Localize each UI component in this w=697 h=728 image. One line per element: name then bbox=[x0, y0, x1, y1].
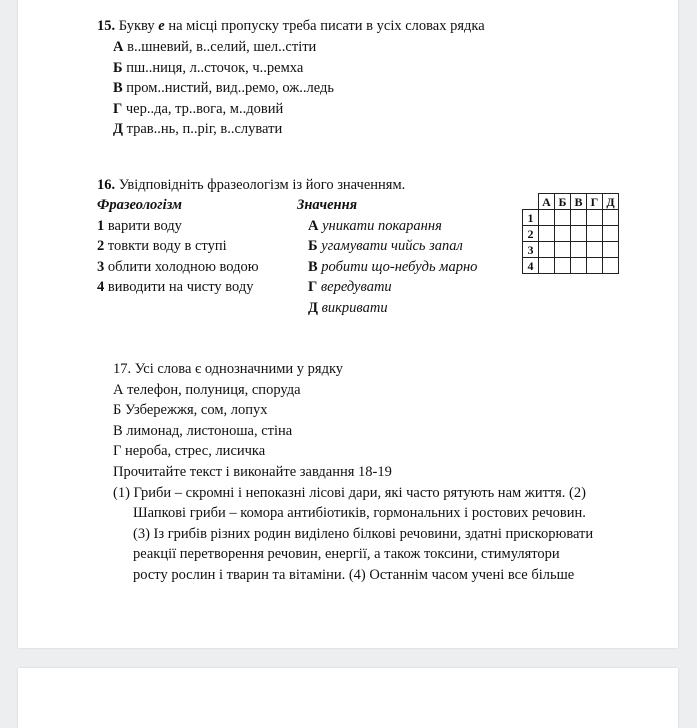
q16-meaning-a: А уникати покарання bbox=[308, 218, 442, 234]
grid-cell[interactable] bbox=[603, 210, 619, 226]
grid-col-header: Д bbox=[603, 194, 619, 210]
answer-grid bbox=[522, 193, 619, 274]
text-task-instruction: Прочитайте текст і виконайте завдання 18-19 bbox=[113, 464, 392, 480]
answer-grid-row bbox=[523, 210, 619, 226]
q15-option-b: Б пш..ниця, л..сточок, ч..ремха bbox=[113, 60, 304, 76]
text-line: реакції перетворення речовин, енергії, а також токсини, стимулятори bbox=[133, 546, 560, 562]
q15-number: 15. bbox=[97, 18, 116, 34]
q16-phrase-2: 2 товкти воду в ступі bbox=[97, 238, 227, 254]
next-page bbox=[18, 668, 678, 728]
grid-cell[interactable] bbox=[555, 242, 571, 258]
grid-cell[interactable] bbox=[603, 242, 619, 258]
grid-row-header: 1 bbox=[523, 210, 539, 226]
grid-col-header: А bbox=[539, 194, 555, 210]
q16-phrase-4: 4 виводити на чисту воду bbox=[97, 279, 254, 295]
text-line: росту рослин і тварин та вітаміни. (4) Останнім часом учені все більше bbox=[133, 567, 575, 583]
q16-left-header: Фразеологізм bbox=[97, 197, 182, 213]
q15-option-a: А в..шневий, в..селий, шел..стіти bbox=[113, 39, 317, 55]
grid-col-header: Б bbox=[555, 194, 571, 210]
q16-phrase-3: 3 облити холодною водою bbox=[97, 259, 259, 275]
grid-cell[interactable] bbox=[555, 226, 571, 242]
grid-cell[interactable] bbox=[571, 226, 587, 242]
q16-phrase-1: 1 варити воду bbox=[97, 218, 182, 234]
q16-meaning-b: Б угамувати чийсь запал bbox=[308, 238, 463, 254]
grid-cell[interactable] bbox=[571, 210, 587, 226]
grid-cell[interactable] bbox=[555, 210, 571, 226]
text-line: (3) Із грибів різних родин виділено білкові речовини, здатні прискорювати bbox=[133, 526, 594, 542]
q16-meaning-h: Г вередувати bbox=[308, 279, 392, 295]
grid-cell[interactable] bbox=[603, 258, 619, 274]
grid-corner bbox=[523, 194, 539, 210]
grid-cell[interactable] bbox=[539, 242, 555, 258]
text-line: Шапкові гриби – комора антибіотиків, гормональних і ростових речовин. bbox=[133, 505, 586, 521]
q17-prompt: 17. Усі слова є однозначними у рядку bbox=[113, 361, 344, 377]
grid-cell[interactable] bbox=[587, 210, 603, 226]
q16-prompt: 16. Увідповідніть фразеологізм із його значенням. bbox=[97, 177, 406, 193]
q17-option: Г нероба, стрес, лисичка bbox=[113, 443, 266, 459]
grid-cell[interactable] bbox=[539, 210, 555, 226]
answer-grid-row bbox=[523, 242, 619, 258]
grid-cell[interactable] bbox=[587, 258, 603, 274]
q15-option-v: В пром..нистий, вид..ремо, ож..ледь bbox=[113, 80, 334, 96]
grid-cell[interactable] bbox=[555, 258, 571, 274]
grid-row-header: 2 bbox=[523, 226, 539, 242]
grid-cell[interactable] bbox=[587, 226, 603, 242]
q17-option: А телефон, полуниця, споруда bbox=[113, 382, 301, 398]
grid-col-header: Г bbox=[587, 194, 603, 210]
q16-meaning-v: В робити що-небудь марно bbox=[308, 259, 478, 275]
q15-letter: е bbox=[158, 18, 165, 34]
q17-option: Б Узбережжя, сом, лопух bbox=[113, 402, 268, 418]
grid-row-header: 3 bbox=[523, 242, 539, 258]
q15-option-h: Г чер..да, тр..вога, м..довий bbox=[113, 101, 284, 117]
grid-cell[interactable] bbox=[539, 258, 555, 274]
grid-cell[interactable] bbox=[571, 258, 587, 274]
q17-option: В лимонад, листоноша, стіна bbox=[113, 423, 293, 439]
grid-cell[interactable] bbox=[571, 242, 587, 258]
q15-prompt: 15. Букву е на місці пропуску треба писати в усіх словах рядка bbox=[97, 18, 485, 34]
q15-option-d: Д трав..нь, п..ріг, в..слувати bbox=[113, 121, 283, 137]
q16-number: 16. bbox=[97, 177, 116, 193]
q16-right-header: Значення bbox=[297, 197, 358, 213]
grid-cell[interactable] bbox=[587, 242, 603, 258]
grid-col-header: В bbox=[571, 194, 587, 210]
q16-meaning-d: Д викривати bbox=[308, 300, 388, 316]
answer-grid-row bbox=[523, 226, 619, 242]
grid-row-header: 4 bbox=[523, 258, 539, 274]
grid-cell[interactable] bbox=[603, 226, 619, 242]
text-line: (1) Гриби – скромні і непоказні лісові дари, які часто рятують нам життя. (2) bbox=[113, 485, 586, 501]
answer-grid-header-row bbox=[523, 194, 619, 210]
grid-cell[interactable] bbox=[539, 226, 555, 242]
answer-grid-row bbox=[523, 258, 619, 274]
